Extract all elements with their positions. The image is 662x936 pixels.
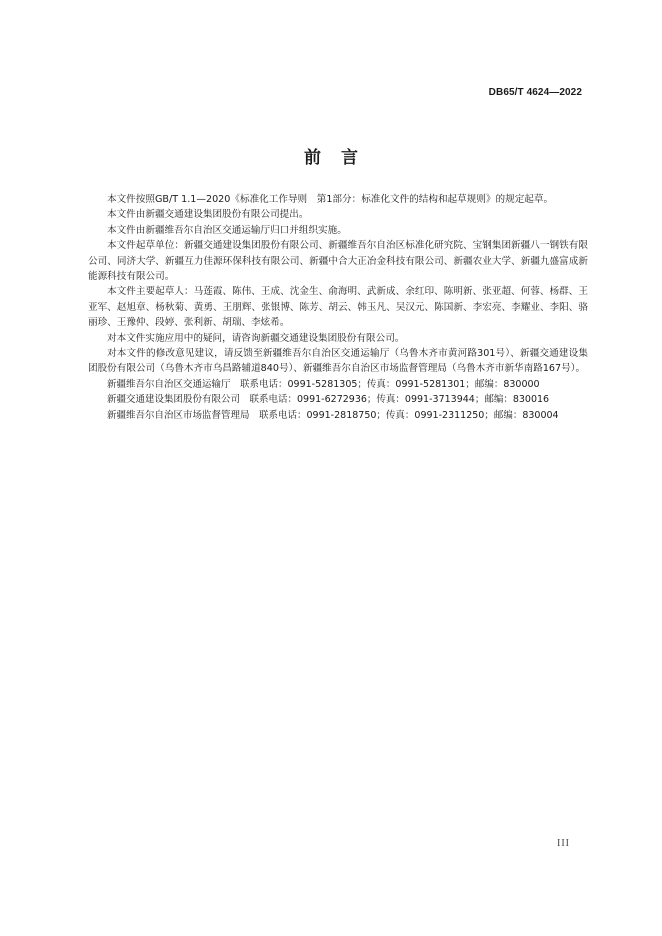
paragraph-drafting-units: 本文件起草单位：新疆交通建设集团股份有限公司、新疆维吾尔自治区标准化研究院、宝钢集团新疆八一钢铁有限公司、同济大学、新疆互力佳源环保科技有限公司、新疆中合大正冶金科技有限公司、新疆农业大学、新疆九盛富成新能源科技有限公司。 bbox=[88, 240, 588, 283]
document-id: DB65/T 4624—2022 bbox=[488, 87, 582, 98]
paragraph-main-drafters: 本文件主要起草人：马莲霞、陈伟、王成、沈金生、俞海明、武新成、余红印、陈明新、张亚超、何蓉、杨群、王亚军、赵旭章、杨秋菊、黄勇、王朋辉、张银博、陈芳、胡云、韩玉凡、吴汉元、陈国新、李宏亮、李耀业、李阳、骆丽珍、王豫仲、段婷、张利新、胡瑞、李炫希。 bbox=[88, 286, 588, 329]
paragraph-inquiries: 对本文件实施应用中的疑问，请咨询新疆交通建设集团股份有限公司。 bbox=[107, 332, 405, 344]
paragraph-drafting-rule: 本文件按照GB/T 1.1—2020《标准化工作导则 第1部分：标准化文件的结构和起草规则》的规定起草。 bbox=[107, 194, 554, 205]
page-number: III bbox=[557, 838, 570, 849]
paragraph-feedback: 对本文件的修改意见建议，请反馈至新疆维吾尔自治区交通运输厅（乌鲁木齐市黄河路301号）、新疆交通建设集团股份有限公司（乌鲁木齐市乌昌路辅道840号）、新疆维吾尔自治区市场监督管理局（乌鲁木齐市新华南路167号）。 bbox=[88, 348, 588, 375]
paragraph-administrator: 本文件由新疆维吾尔自治区交通运输厅归口并组织实施。 bbox=[107, 224, 347, 236]
contact-line: 新疆维吾尔自治区市场监督管理局 联系电话：0991-2818750；传真：0991-2311250；邮编：830004 bbox=[107, 409, 559, 421]
page-title: 前言 bbox=[304, 148, 378, 168]
contact-line: 新疆维吾尔自治区交通运输厅 联系电话：0991-5281305；传真：0991-5281301；邮编：830000 bbox=[107, 378, 540, 390]
foreword-body bbox=[88, 192, 588, 423]
contact-line: 新疆交通建设集团股份有限公司 联系电话：0991-6272936；传真：0991-3713944；邮编：830016 bbox=[107, 394, 550, 406]
paragraph-proposer: 本文件由新疆交通建设集团股份有限公司提出。 bbox=[107, 209, 309, 221]
